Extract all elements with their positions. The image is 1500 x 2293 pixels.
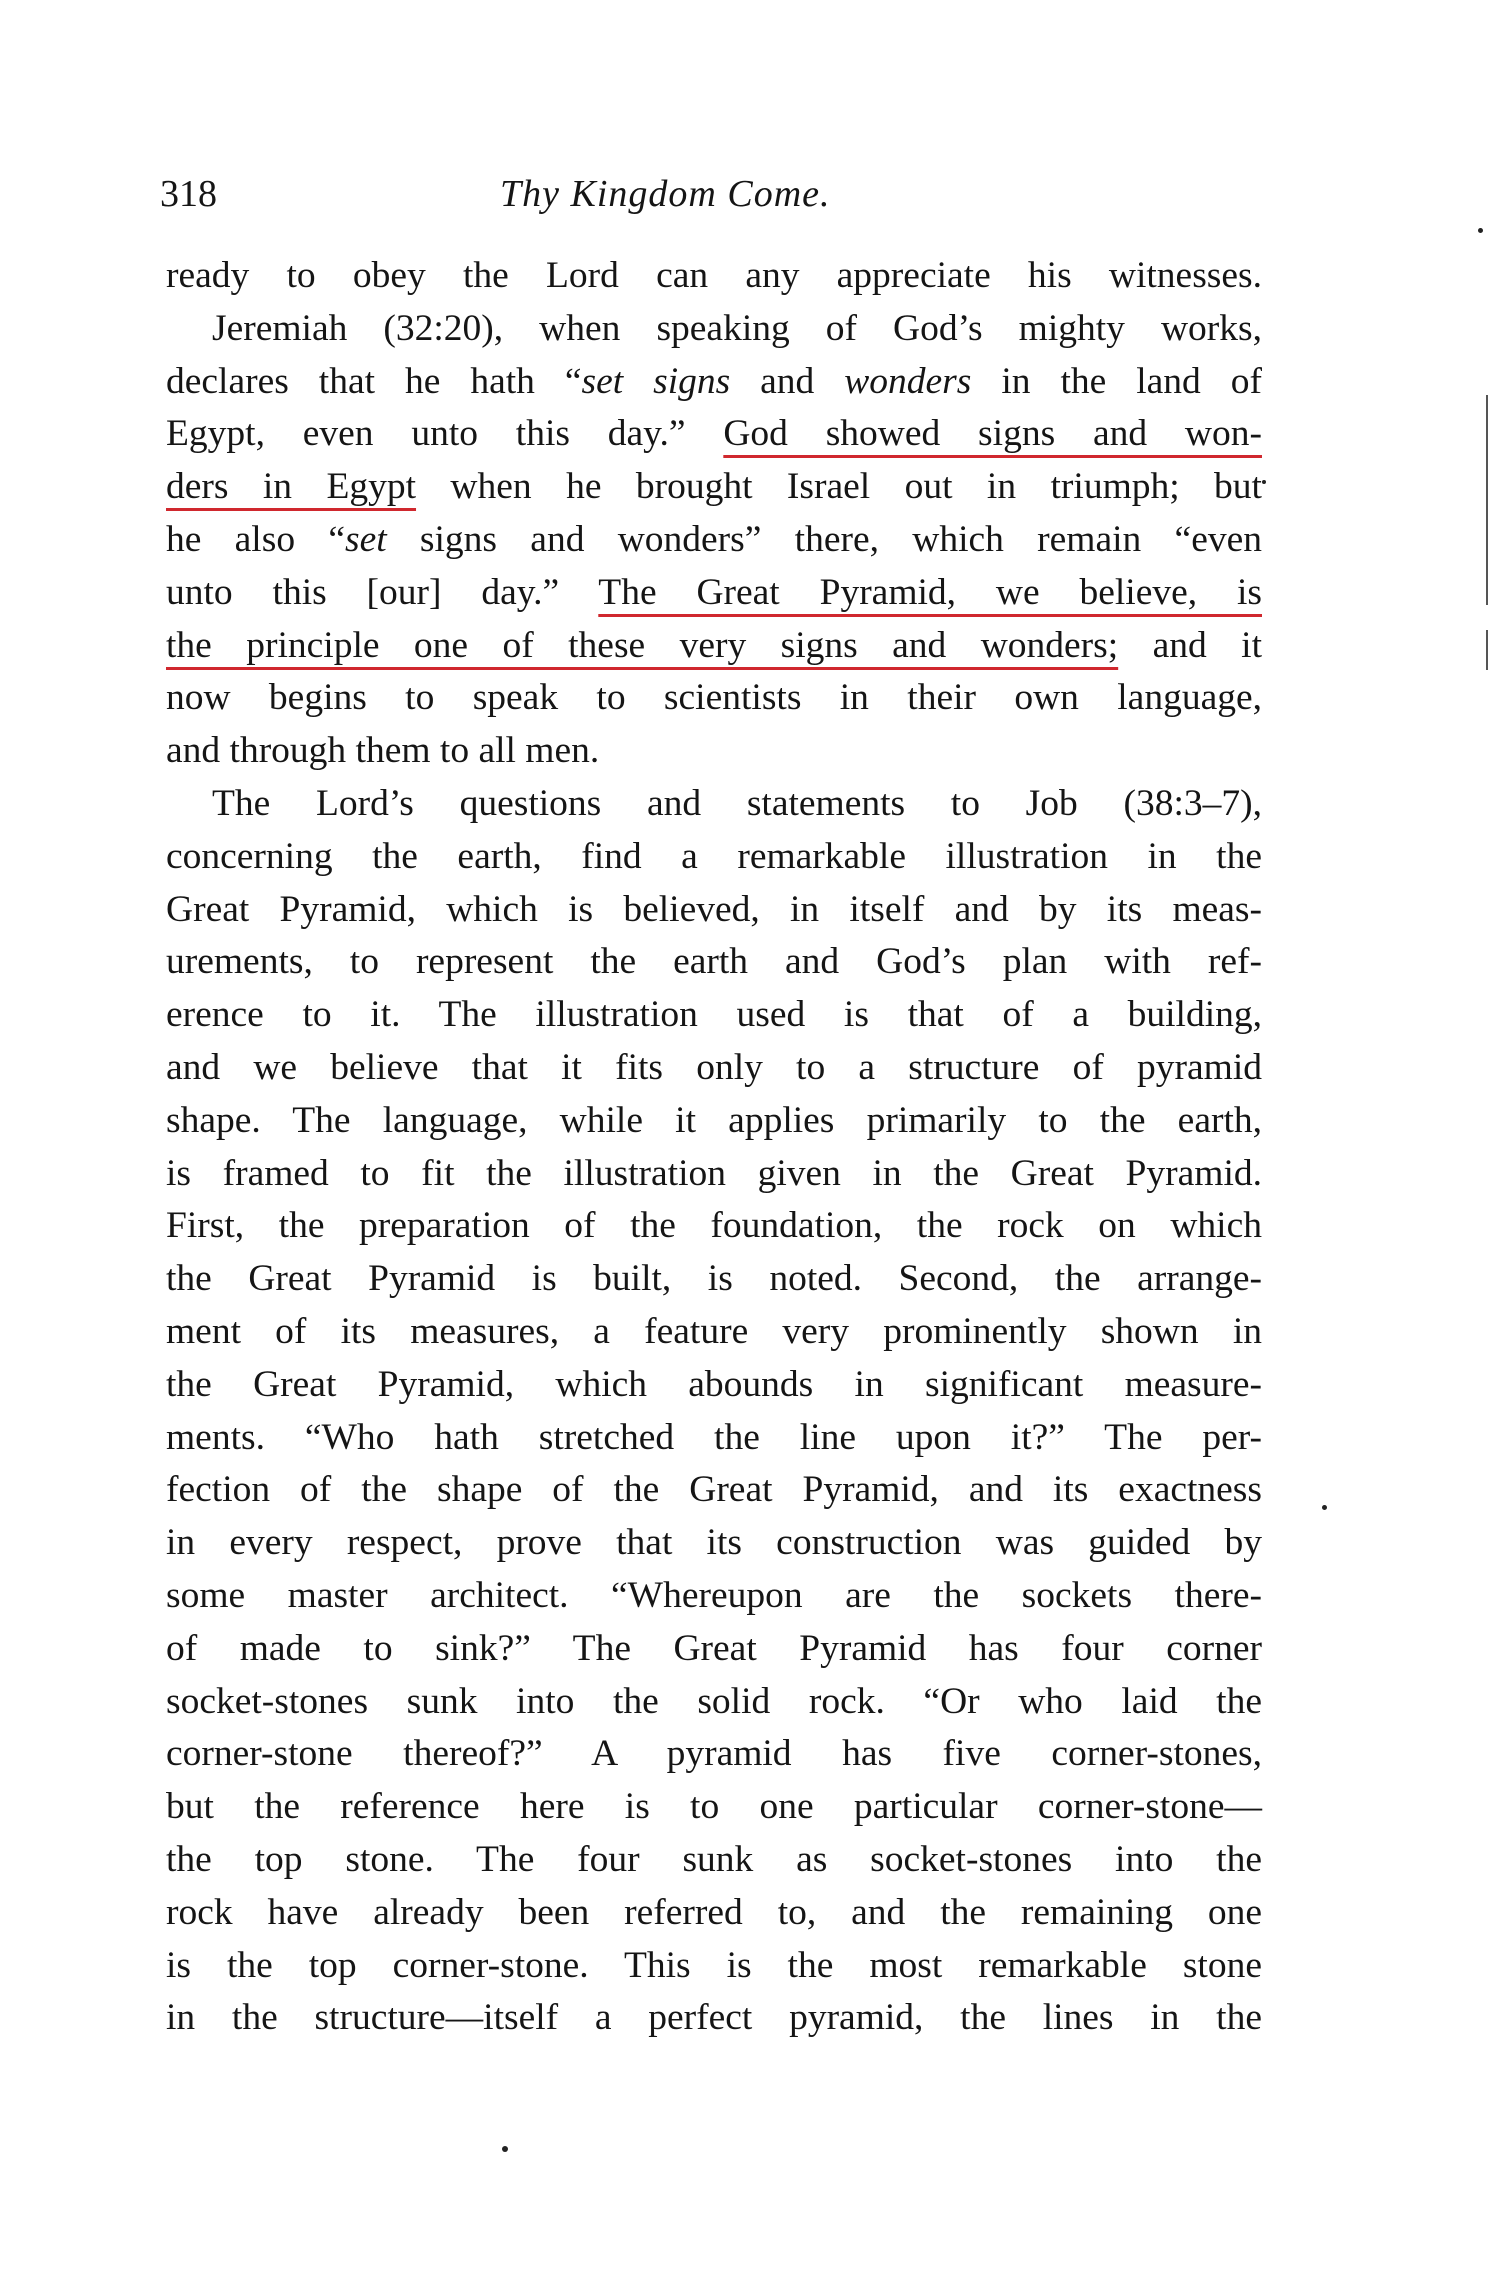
text-line: [166, 620, 1262, 673]
text-line: erence to it. The illustration used is that of a building,: [166, 994, 1262, 1036]
text-line: [166, 408, 1262, 461]
text-line: [166, 461, 1262, 514]
text-line: Jeremiah (32:20), when speaking of God’s mighty works,: [212, 307, 1262, 349]
text-line: concerning the earth, find a remarkable illustration in the: [166, 835, 1262, 877]
text-line: ready to obey the Lord can any appreciate his witnesses.: [166, 255, 1262, 296]
underlined-passage: God showed signs and won-: [723, 413, 1262, 455]
text-segment: signs and wonders” there, which remain “even: [386, 518, 1262, 560]
text-line: shape. The language, while it applies primarily to the earth,: [166, 1099, 1262, 1141]
scan-edge-mark: [1486, 395, 1488, 605]
text-line: [166, 356, 1262, 409]
running-title: Thy Kingdom Come.: [500, 173, 831, 215]
text-line: ment of its measures, a feature very prominently shown in: [166, 1310, 1262, 1352]
scan-speck: [502, 2146, 508, 2152]
text-line: but the reference here is to one particular corner-stone—: [166, 1786, 1262, 1828]
italic-text: set: [344, 518, 387, 560]
text-segment: declares that he hath “: [166, 360, 582, 402]
text-line: and we believe that it fits only to a structure of pyramid: [166, 1046, 1262, 1088]
text-line: socket-stones sunk into the solid rock. “Or who laid the: [166, 1680, 1262, 1722]
text-line: of made to sink?” The Great Pyramid has four corner: [166, 1627, 1262, 1669]
underlined-passage: ders in Egypt: [166, 466, 417, 508]
text-line: fection of the shape of the Great Pyramid, and its exactness: [166, 1469, 1262, 1511]
text-line: [166, 567, 1262, 620]
page-number: 318: [160, 173, 217, 215]
text-line: Great Pyramid, which is believed, in itself and by its meas-: [166, 888, 1262, 930]
text-segment: Egypt, even unto this day.”: [166, 413, 724, 455]
scan-edge-mark: [1486, 630, 1488, 670]
text-line: in every respect, prove that its construction was guided by: [166, 1522, 1262, 1564]
page-header: [160, 172, 1280, 232]
text-line: First, the preparation of the foundation, the rock on which: [166, 1205, 1262, 1247]
text-line: urements, to represent the earth and God’s plan with ref-: [166, 941, 1262, 983]
scan-speck: [1322, 1505, 1327, 1510]
text-segment: unto this [our] day.”: [166, 571, 599, 613]
text-line: ments. “Who hath stretched the line upon it?” The per-: [166, 1416, 1262, 1458]
text-line: now begins to speak to scientists in their own language,: [166, 677, 1262, 719]
text-line: corner-stone thereof?” A pyramid has five corner-stones,: [166, 1733, 1262, 1775]
italic-text: set signs: [581, 360, 731, 402]
text-line: some master architect. “Whereupon are the sockets there-: [166, 1574, 1262, 1616]
text-segment: he also “: [166, 518, 345, 560]
text-line: the top stone. The four sunk as socket-stones into the: [166, 1838, 1262, 1880]
text-line: the Great Pyramid is built, is noted. Second, the arrange-: [166, 1258, 1262, 1300]
text-segment: and: [730, 360, 845, 402]
text-line: and through them to all men.: [166, 730, 600, 772]
text-segment: when he brought Israel out in triumph; but: [416, 466, 1262, 508]
body-text: [166, 250, 1262, 2045]
text-segment: and it: [1118, 624, 1262, 666]
scan-speck: [1478, 228, 1483, 233]
text-segment: in the land of: [971, 360, 1262, 402]
text-line: in the structure—itself a perfect pyramid, the lines in the: [166, 1997, 1262, 2039]
text-line: is the top corner-stone. This is the most remarkable stone: [166, 1944, 1262, 1986]
text-line: [166, 514, 1262, 567]
text-line: The Lord’s questions and statements to Job (38:3–7),: [212, 782, 1262, 824]
italic-text: wonders: [844, 360, 972, 402]
text-line: rock have already been referred to, and the remaining one: [166, 1891, 1262, 1933]
text-line: is framed to fit the illustration given in the Great Pyramid.: [166, 1152, 1262, 1194]
underlined-passage: The Great Pyramid, we believe, is: [598, 571, 1262, 613]
text-line: the Great Pyramid, which abounds in significant measure-: [166, 1363, 1262, 1405]
underlined-passage: the principle one of these very signs and wonders;: [166, 624, 1119, 666]
scan-speck: [1262, 480, 1266, 484]
